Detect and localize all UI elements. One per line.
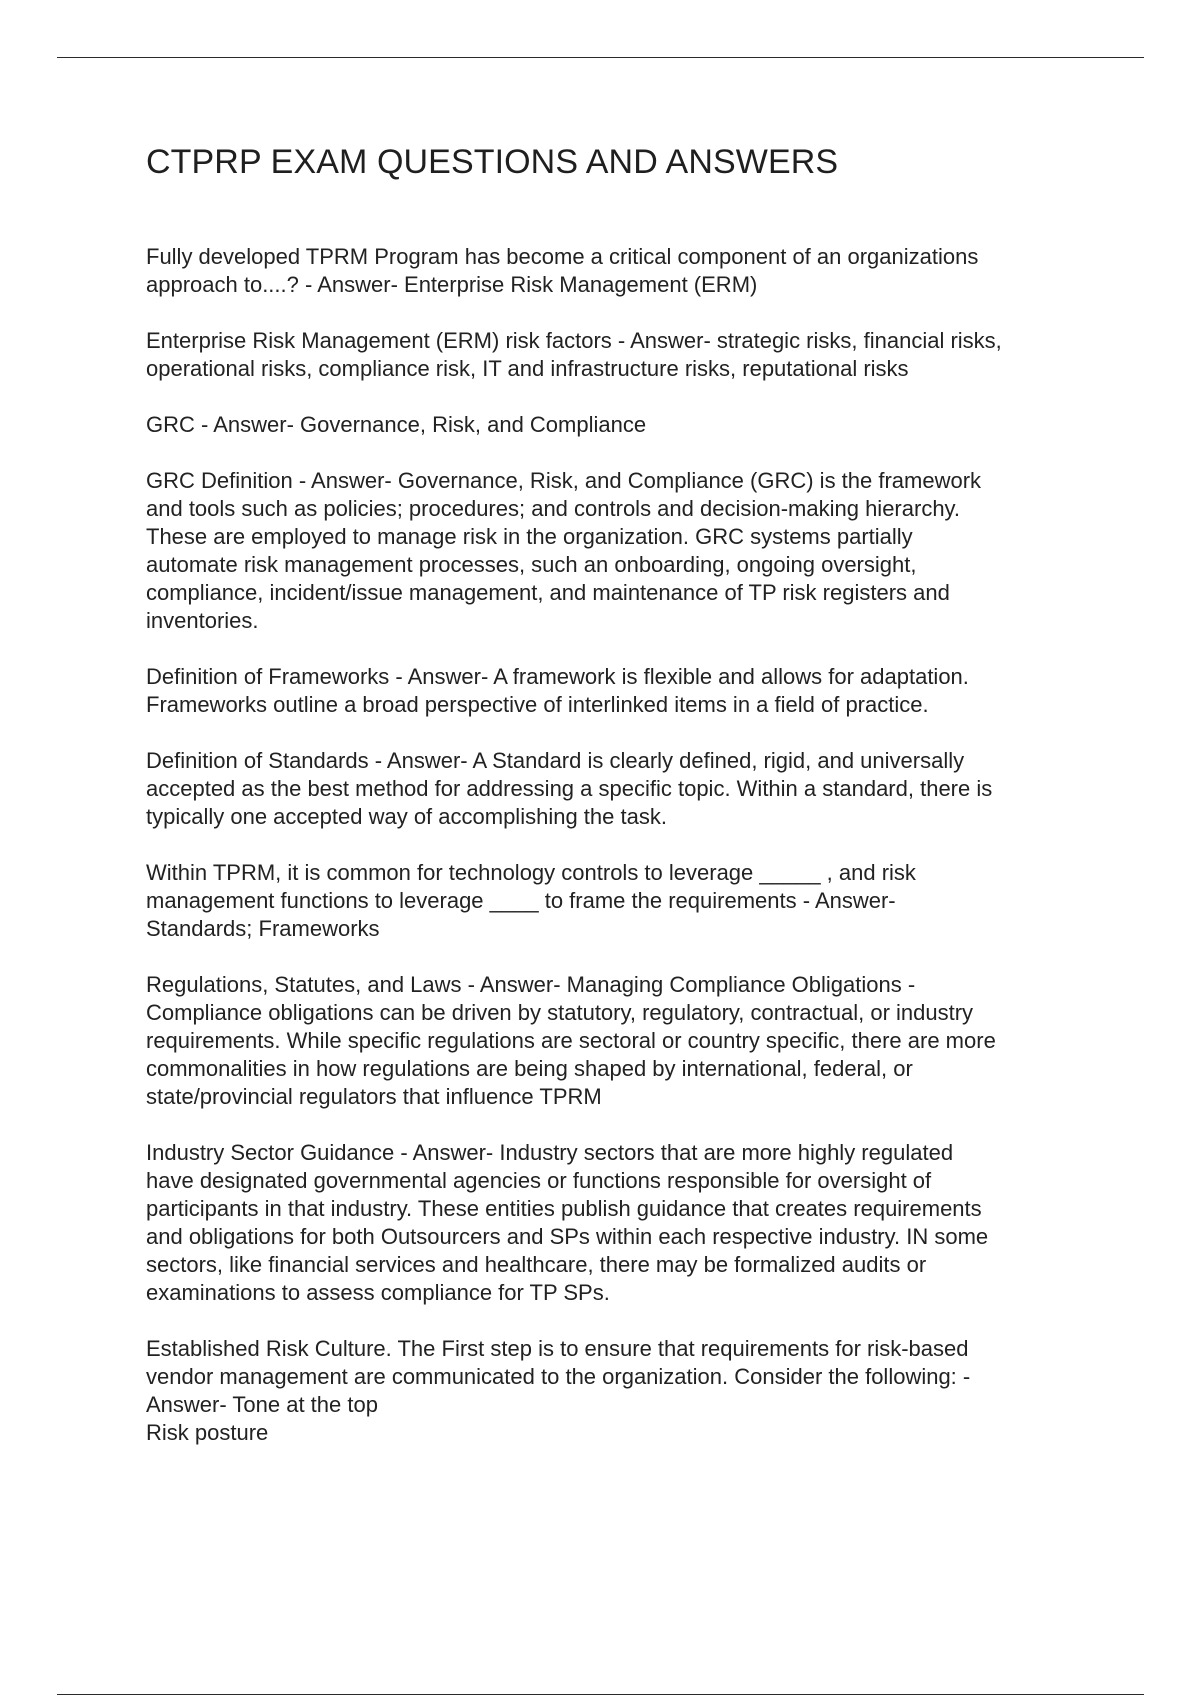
qa-line: typically one accepted way of accomplishing the task.	[146, 804, 667, 829]
qa-line: and tools such as policies; procedures; and controls and decision-making hierarchy.	[146, 496, 961, 521]
qa-entry	[146, 1335, 1106, 1447]
qa-line: GRC Definition - Answer- Governance, Risk, and Compliance (GRC) is the framework	[146, 468, 982, 493]
qa-line: GRC - Answer- Governance, Risk, and Compliance	[146, 412, 647, 437]
qa-line: Within TPRM, it is common for technology controls to leverage _____ , and risk	[146, 860, 916, 885]
qa-line: state/provincial regulators that influence TPRM	[146, 1084, 602, 1109]
qa-line: Definition of Frameworks - Answer- A framework is flexible and allows for adaptation.	[146, 664, 969, 689]
qa-line: vendor management are communicated to the organization. Consider the following: -	[146, 1364, 971, 1389]
qa-line: Answer- Tone at the top	[146, 1392, 378, 1417]
qa-line: participants in that industry. These entities publish guidance that creates requirements	[146, 1196, 982, 1221]
qa-entry	[146, 971, 1106, 1111]
qa-list	[146, 243, 1106, 1475]
qa-line: have designated governmental agencies or functions responsible for oversight of	[146, 1168, 932, 1193]
qa-line: Fully developed TPRM Program has become a critical component of an organizations	[146, 244, 979, 269]
qa-line: accepted as the best method for addressing a specific topic. Within a standard, there is	[146, 776, 993, 801]
qa-entry	[146, 1139, 1106, 1307]
qa-line: compliance, incident/issue management, and maintenance of TP risk registers and	[146, 580, 950, 605]
bottom-rule	[57, 1694, 1144, 1695]
qa-line: approach to....? - Answer- Enterprise Risk Management (ERM)	[146, 272, 758, 297]
qa-entry	[146, 859, 1106, 943]
qa-line: Standards; Frameworks	[146, 916, 380, 941]
qa-line: operational risks, compliance risk, IT and infrastructure risks, reputational risks	[146, 356, 909, 381]
page-title: CTPRP EXAM QUESTIONS AND ANSWERS	[146, 143, 839, 181]
qa-line: Definition of Standards - Answer- A Standard is clearly defined, rigid, and universally	[146, 748, 965, 773]
qa-line: inventories.	[146, 608, 259, 633]
qa-entry	[146, 243, 1106, 299]
qa-line: Regulations, Statutes, and Laws - Answer- Managing Compliance Obligations -	[146, 972, 916, 997]
qa-line: Enterprise Risk Management (ERM) risk factors - Answer- strategic risks, financial risks,	[146, 328, 1002, 353]
qa-line: Compliance obligations can be driven by statutory, regulatory, contractual, or industry	[146, 1000, 974, 1025]
qa-entry	[146, 327, 1106, 383]
top-rule	[57, 57, 1144, 58]
qa-line: Risk posture	[146, 1420, 269, 1445]
qa-line: commonalities in how regulations are being shaped by international, federal, or	[146, 1056, 913, 1081]
qa-line: sectors, like financial services and healthcare, there may be formalized audits or	[146, 1252, 927, 1277]
qa-line: These are employed to manage risk in the organization. GRC systems partially	[146, 524, 913, 549]
qa-line: examinations to assess compliance for TP SPs.	[146, 1280, 610, 1305]
qa-line: and obligations for both Outsourcers and SPs within each respective industry. IN some	[146, 1224, 989, 1249]
qa-line: management functions to leverage ____ to frame the requirements - Answer-	[146, 888, 896, 913]
qa-line: requirements. While specific regulations are sectoral or country specific, there are more	[146, 1028, 996, 1053]
qa-line: Established Risk Culture. The First step is to ensure that requirements for risk-based	[146, 1336, 969, 1361]
qa-line: Frameworks outline a broad perspective of interlinked items in a field of practice.	[146, 692, 929, 717]
qa-entry	[146, 663, 1106, 719]
qa-line: Industry Sector Guidance - Answer- Industry sectors that are more highly regulated	[146, 1140, 954, 1165]
qa-entry	[146, 747, 1106, 831]
qa-line: automate risk management processes, such an onboarding, ongoing oversight,	[146, 552, 917, 577]
qa-entry	[146, 467, 1106, 635]
qa-entry	[146, 411, 1106, 439]
